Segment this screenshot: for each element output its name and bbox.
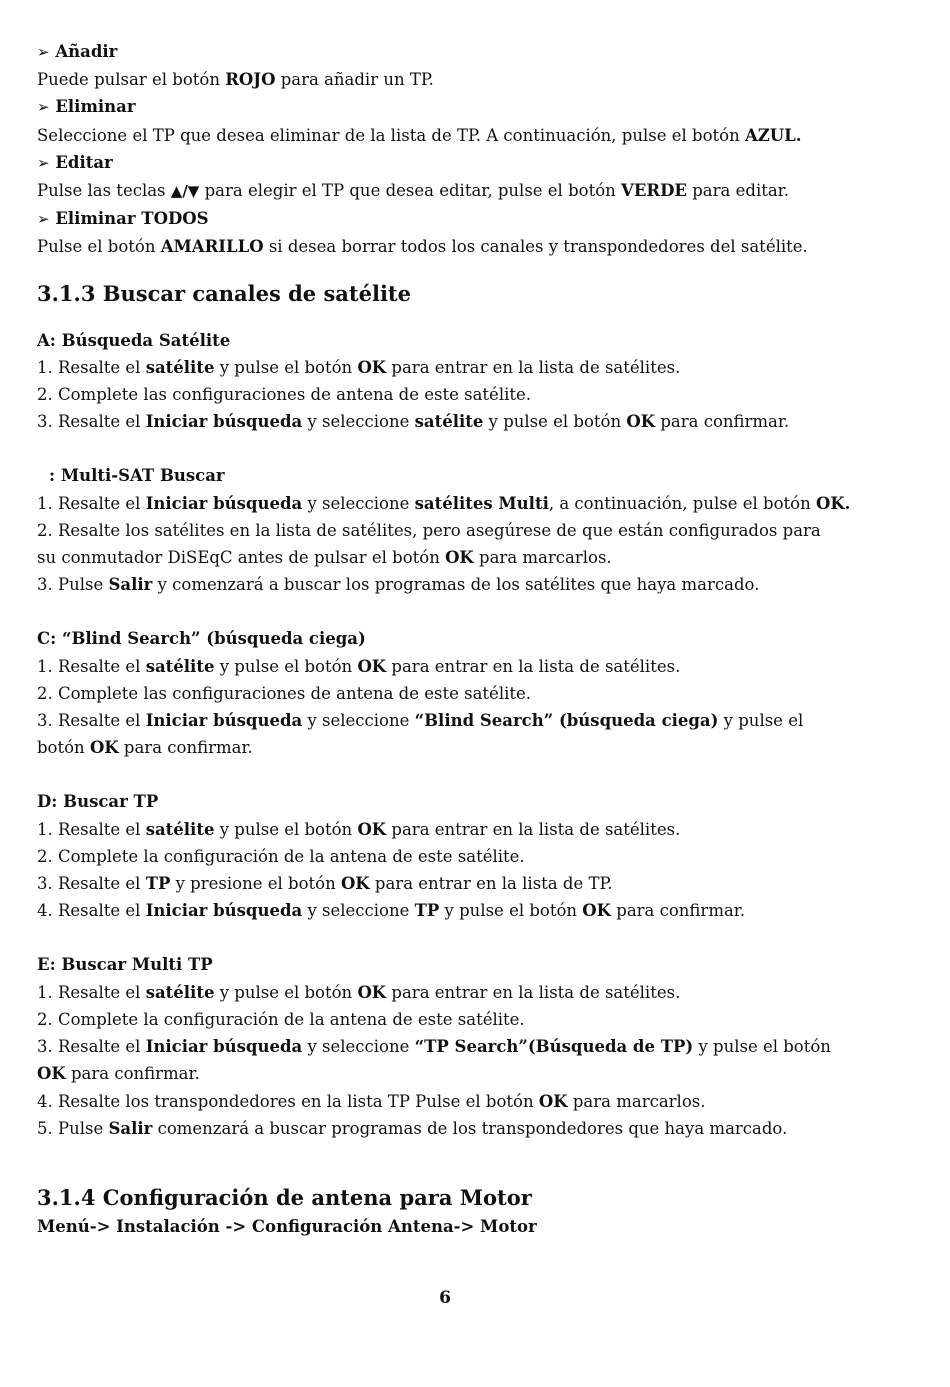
search-b-step-2b: su conmutador DiSEqC antes de pulsar el botón OK para marcarlos. xyxy=(37,548,612,568)
add-heading: ➢ Añadir xyxy=(37,42,118,61)
search-e-heading: E: Buscar Multi TP xyxy=(37,955,213,975)
search-d-heading: D: Buscar TP xyxy=(37,792,159,812)
search-e-step-5: 5. Pulse Salir comenzará a buscar programas de los transpondedores que haya marcado. xyxy=(37,1118,788,1138)
search-c-step-2: 2. Complete las configuraciones de antena de este satélite. xyxy=(37,683,532,703)
delete-heading: ➢ Eliminar xyxy=(37,97,136,117)
add-text: Puede pulsar el botón ROJO para añadir un TP. xyxy=(37,70,434,90)
search-a-step-2: 2. Complete las configuraciones de antena de este satélite. xyxy=(37,385,532,405)
up-down-arrows-icon: ▲/▼ xyxy=(170,182,200,201)
search-e-step-4: 4. Resalte los transpondedores en la lista TP Pulse el botón OK para marcarlos. xyxy=(37,1091,706,1111)
search-b-step-3: 3. Pulse Salir y comenzará a buscar los programas de los satélites que haya marcado. xyxy=(37,575,760,595)
search-e-step-3b: OK para confirmar. xyxy=(37,1064,200,1084)
search-b-step-2a: 2. Resalte los satélites en la lista de satélites, pero asegúrese de que están configurados para xyxy=(37,520,821,540)
search-a-step-1: 1. Resalte el satélite y pulse el botón OK para entrar en la lista de satélites. xyxy=(37,357,681,377)
search-b-step-1: 1. Resalte el Iniciar búsqueda y seleccione satélites Multi, a continuación, pulse el botón OK. xyxy=(37,493,851,513)
search-d-step-1: 1. Resalte el satélite y pulse el botón OK para entrar en la lista de satélites. xyxy=(37,819,681,839)
edit-heading: ➢ Editar xyxy=(37,152,113,172)
edit-text: Pulse las teclas ▲/▼ para elegir el TP que desea editar, pulse el botón VERDE para editar. xyxy=(37,181,790,201)
search-d-step-2: 2. Complete la configuración de la antena de este satélite. xyxy=(37,846,525,866)
menu-path: Menú-> Instalación -> Configuración Antena-> Motor xyxy=(37,1216,537,1236)
search-e-step-1: 1. Resalte el satélite y pulse el botón OK para entrar en la lista de satélites. xyxy=(37,982,681,1002)
delete-all-heading: ➢ Eliminar TODOS xyxy=(37,209,209,229)
search-b-heading: : Multi-SAT Buscar xyxy=(49,466,225,486)
section-314-title: 3.1.4 Configuración de antena para Motor xyxy=(37,1184,532,1210)
search-c-step-3a: 3. Resalte el Iniciar búsqueda y seleccione “Blind Search” (búsqueda ciega) y pulse el xyxy=(37,711,804,731)
search-e-step-3a: 3. Resalte el Iniciar búsqueda y seleccione “TP Search”(Búsqueda de TP) y pulse el botón xyxy=(37,1037,831,1057)
search-c-step-3b: botón OK para confirmar. xyxy=(37,738,253,758)
delete-text: Seleccione el TP que desea eliminar de la lista de TP. A continuación, pulse el botón AZUL. xyxy=(37,125,802,145)
document-page xyxy=(37,38,917,1240)
delete-all-text: Pulse el botón AMARILLO si desea borrar todos los canales y transpondedores del satélite. xyxy=(37,237,808,257)
search-e-step-2: 2. Complete la configuración de la antena de este satélite. xyxy=(37,1009,525,1029)
search-c-heading: C: “Blind Search” (búsqueda ciega) xyxy=(37,629,366,649)
search-c-step-1: 1. Resalte el satélite y pulse el botón OK para entrar en la lista de satélites. xyxy=(37,656,681,676)
search-d-step-4: 4. Resalte el Iniciar búsqueda y seleccione TP y pulse el botón OK para confirmar. xyxy=(37,901,746,921)
search-a-heading: A: Búsqueda Satélite xyxy=(37,330,231,350)
search-d-step-3: 3. Resalte el TP y presione el botón OK para entrar en la lista de TP. xyxy=(37,874,613,894)
search-a-step-3: 3. Resalte el Iniciar búsqueda y seleccione satélite y pulse el botón OK para confirmar. xyxy=(37,412,790,432)
section-313-title: 3.1.3 Buscar canales de satélite xyxy=(37,280,411,306)
page-number: 6 xyxy=(439,1288,451,1308)
